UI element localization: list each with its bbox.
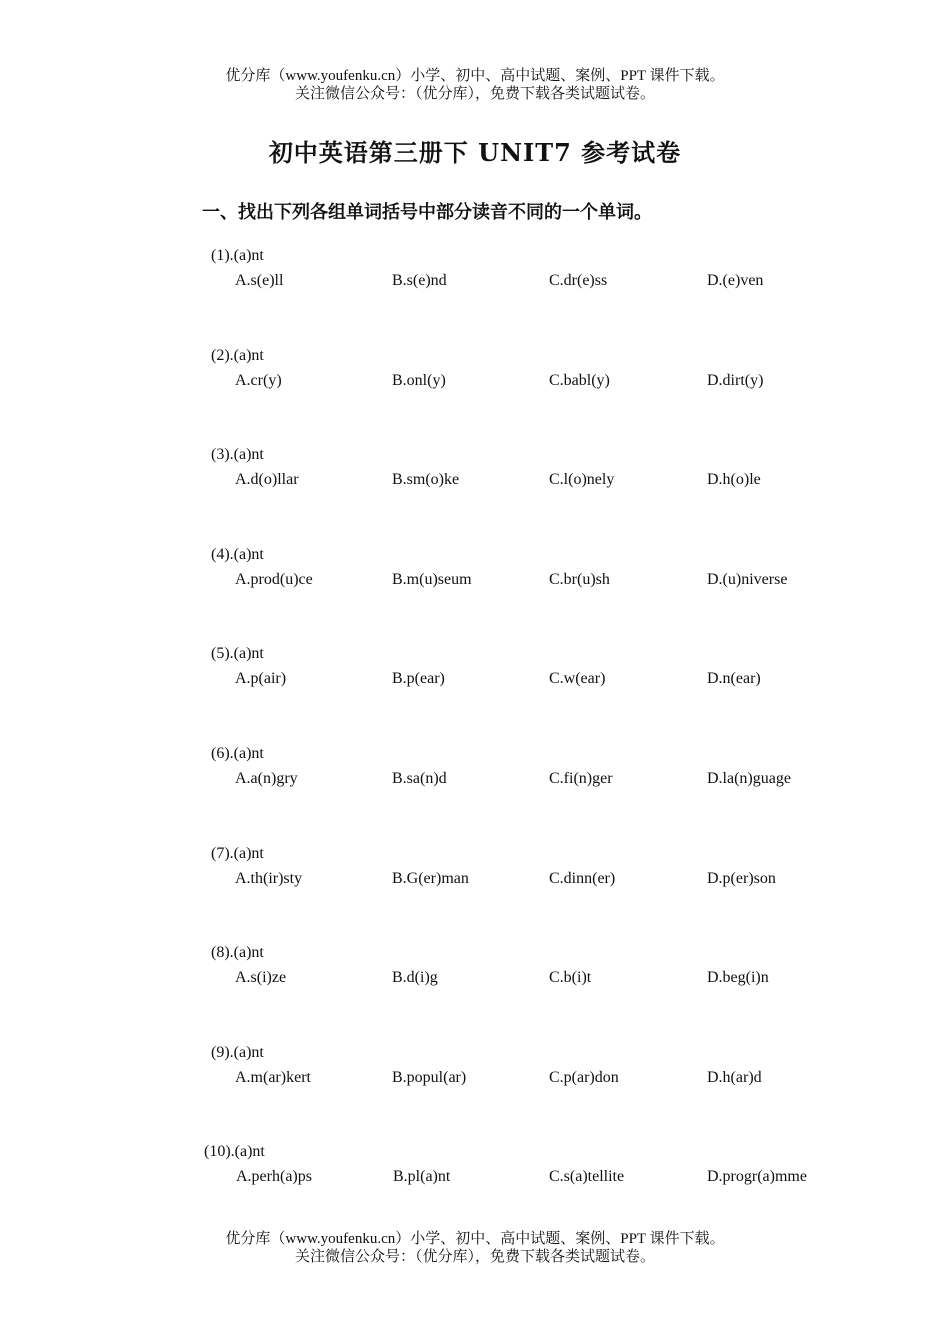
option-d: D.la(n)guage bbox=[707, 769, 791, 787]
question-stem: (7).(a)nt bbox=[211, 844, 264, 862]
option-b: B.G(er)man bbox=[392, 869, 469, 887]
option-d: D.dirt(y) bbox=[707, 371, 764, 389]
footer-line-2: 关注微信公众号：（优分库），免费下载各类试题试卷。 bbox=[294, 1249, 655, 1265]
option-d: D.n(ear) bbox=[707, 670, 761, 688]
option-b: B.sa(n)d bbox=[392, 769, 447, 787]
question-9 bbox=[0, 1042, 950, 1142]
option-d: D.beg(i)n bbox=[707, 969, 769, 987]
question-stem: (6).(a)nt bbox=[211, 744, 264, 762]
question-stem: (8).(a)nt bbox=[211, 944, 264, 962]
section-heading: 一、找出下列各组单词括号中部分读音不同的一个单词。 bbox=[202, 202, 652, 223]
option-d: D.(e)ven bbox=[707, 272, 764, 289]
question-stem: (9).(a)nt bbox=[211, 1043, 264, 1061]
option-c: C.s(a)tellite bbox=[549, 1168, 625, 1186]
option-b: B.p(ear) bbox=[392, 670, 445, 688]
option-c: C.br(u)sh bbox=[549, 570, 610, 588]
option-a: A.s(e)ll bbox=[235, 272, 284, 289]
option-d: D.p(er)son bbox=[707, 869, 776, 887]
question-stem: (4).(a)nt bbox=[211, 545, 264, 563]
header-line-1: 优分库（www.youfenku.cn）小学、初中、高中试题、案例、PPT 课件下载。 bbox=[225, 68, 725, 84]
option-c: C.b(i)t bbox=[549, 969, 592, 987]
option-c: C.babl(y) bbox=[549, 371, 610, 389]
question-3 bbox=[0, 444, 950, 544]
question-stem: (5).(a)nt bbox=[211, 645, 264, 663]
option-c: C.w(ear) bbox=[549, 670, 606, 688]
option-b: B.onl(y) bbox=[392, 371, 446, 389]
option-a: A.perh(a)ps bbox=[236, 1168, 312, 1186]
header-line-2: 关注微信公众号：（优分库），免费下载各类试题试卷。 bbox=[294, 86, 655, 102]
exam-title: 初中英语第三册下 UNIT7 参考试卷 bbox=[268, 138, 682, 167]
question-1 bbox=[0, 245, 950, 345]
question-10 bbox=[0, 1141, 950, 1241]
option-a: A.th(ir)sty bbox=[235, 869, 303, 887]
question-8 bbox=[0, 942, 950, 1042]
option-a: A.d(o)llar bbox=[235, 471, 299, 489]
question-6 bbox=[0, 743, 950, 843]
question-list bbox=[0, 245, 950, 1241]
option-d: D.(u)niverse bbox=[707, 570, 788, 588]
option-a: A.m(ar)kert bbox=[235, 1068, 311, 1086]
option-b: B.s(e)nd bbox=[392, 272, 447, 289]
option-b: B.d(i)g bbox=[392, 969, 438, 987]
question-stem: (10).(a)nt bbox=[204, 1143, 265, 1161]
option-d: D.progr(a)mme bbox=[707, 1168, 807, 1186]
option-a: A.a(n)gry bbox=[235, 769, 298, 787]
page-footer bbox=[0, 1230, 950, 1266]
option-b: B.pl(a)nt bbox=[393, 1168, 451, 1186]
option-a: A.s(i)ze bbox=[235, 969, 287, 987]
footer-line-1: 优分库（www.youfenku.cn）小学、初中、高中试题、案例、PPT 课件下载。 bbox=[225, 1231, 725, 1247]
option-b: B.sm(o)ke bbox=[392, 471, 460, 489]
option-c: C.fi(n)ger bbox=[549, 769, 613, 787]
option-c: C.l(o)nely bbox=[549, 471, 615, 489]
option-a: A.cr(y) bbox=[235, 371, 282, 389]
question-stem: (3).(a)nt bbox=[211, 446, 264, 464]
option-b: B.m(u)seum bbox=[392, 570, 472, 588]
question-7 bbox=[0, 843, 950, 943]
option-d: D.h(o)le bbox=[707, 471, 761, 489]
page-header bbox=[0, 67, 950, 103]
option-a: A.p(air) bbox=[235, 670, 287, 688]
question-4 bbox=[0, 544, 950, 644]
question-5 bbox=[0, 643, 950, 743]
option-b: B.popul(ar) bbox=[392, 1068, 467, 1086]
option-c: C.dr(e)ss bbox=[549, 272, 608, 289]
option-a: A.prod(u)ce bbox=[235, 570, 313, 588]
option-c: C.p(ar)don bbox=[549, 1068, 619, 1086]
question-2 bbox=[0, 345, 950, 445]
question-stem: (2).(a)nt bbox=[211, 346, 264, 364]
question-stem: (1).(a)nt bbox=[211, 247, 264, 264]
option-d: D.h(ar)d bbox=[707, 1068, 762, 1086]
option-c: C.dinn(er) bbox=[549, 869, 616, 887]
